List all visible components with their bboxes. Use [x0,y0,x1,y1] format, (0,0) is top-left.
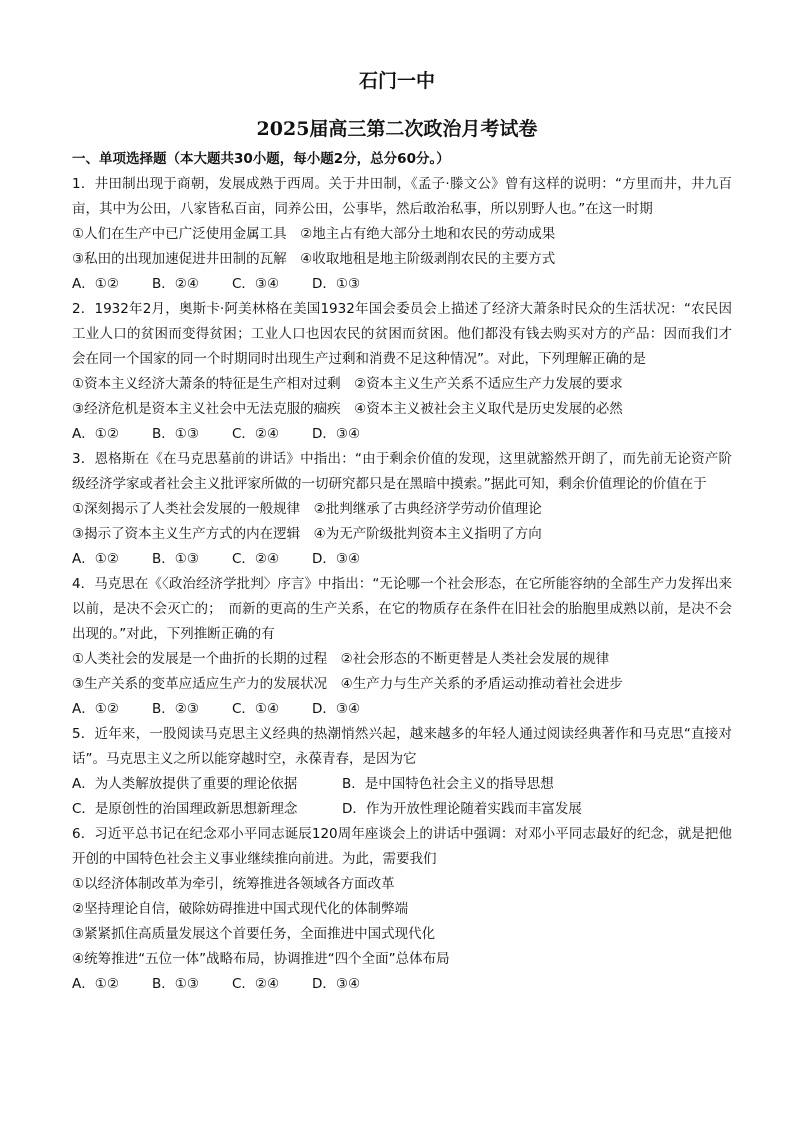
question-3 [72,447,732,572]
answer-options-row [72,797,732,822]
option-c[interactable]: C．①④ [232,701,280,717]
question-item: ①人类社会的发展是一个曲折的长期的过程 ②社会形态的不断更替是人类社会发展的规律 [72,651,610,667]
question-stem: 6．习近平总书记在纪念邓小平同志诞辰120周年座谈会上的讲话中强调：对邓小平同志最好的纪念，就是把他开创的中国特色社会主义事业继续推向前进。为此，需要我们 [72,826,732,867]
answer-options-row [72,772,732,797]
option-b[interactable]: B．①③ [152,976,199,992]
option-d[interactable]: D．③④ [312,976,361,992]
question-stem: 5．近年来，一股阅读马克思主义经典的热潮悄然兴起，越来越多的年轻人通过阅读经典著作和马克思“直接对话”。马克思主义之所以能穿越时空，永葆青春，是因为它 [72,726,732,767]
option-a[interactable]: A．①② [72,426,119,442]
option-a[interactable]: A．①② [72,976,119,992]
exam-title: 2025届高三第二次政治月考试卷 [256,118,538,140]
option-c[interactable]: C．②④ [232,426,280,442]
answer-options [72,697,732,722]
option-c[interactable]: C．③④ [232,276,280,292]
option-b[interactable]: B．①③ [152,426,199,442]
question-4 [72,572,732,722]
question-item: ①以经济体制改革为牵引，统筹推进各领域各方面改革 [72,876,395,892]
question-6 [72,822,732,997]
option-a[interactable]: A．①② [72,701,119,717]
option-b[interactable]: B．是中国特色社会主义的指导思想 [342,776,554,792]
question-stem: 2．1932年2月，奥斯卡·阿美林格在美国1932年国会委员会上描述了经济大萧条时民众的生活状况：“农民因工业人口的贫困而变得贫困；工业人口也因农民的贫困而贫困。他们都没有钱去购买对方的产品：因而我们才会在同一个国家的同一个时期同时出现生产过剩和消费不足这种情况”。对此，下列理解正确的是 [72,301,732,367]
option-b[interactable]: B．②③ [152,701,199,717]
question-item: ②坚持理论自信，破除妨碍推进中国式现代化的体制弊端 [72,901,409,917]
option-b[interactable]: B．①③ [152,551,199,567]
question-item: ①人们在生产中已广泛使用金属工具 ②地主占有绝大部分土地和农民的劳动成果 [72,226,556,242]
question-item: ③私田的出现加速促进井田制的瓦解 ④收取地租是地主阶级剥削农民的主要方式 [72,251,556,267]
question-2 [72,297,732,447]
option-d[interactable]: D．①③ [312,276,361,292]
option-d[interactable]: D．作为开放性理论随着实践而丰富发展 [342,801,582,817]
option-c[interactable]: C．②④ [232,976,280,992]
answer-options [72,547,732,572]
question-stem: 4．马克思在《〈政治经济学批判〉序言》中指出：“无论哪一个社会形态，在它所能容纳的全部生产力发挥出来以前，是决不会灭亡的； 而新的更高的生产关系，在它的物质存在条件在旧社会的胎胞里成熟以前，是决不会出现的。”对此，下列推断正确的有 [72,576,732,642]
answer-options [72,422,732,447]
question-item: ④统筹推进“五位一体”战略布局，协调推进“四个全面”总体布局 [72,951,450,967]
option-a[interactable]: A．①② [72,276,119,292]
question-stem: 1．井田制出现于商朝，发展成熟于西周。关于井田制，《孟子·滕文公》曾有这样的说明：“方里而井，井九百亩，其中为公田，八家皆私百亩，同养公田，公事毕，然后敢治私事，所以别野人也。”在这一时期 [72,176,732,217]
question-item: ③紧紧抓住高质量发展这个首要任务，全面推进中国式现代化 [72,926,436,942]
option-d[interactable]: D．③④ [312,426,361,442]
option-c[interactable]: C．是原创性的治国理政新思想新理念 [72,801,298,817]
option-c[interactable]: C．②④ [232,551,280,567]
question-item: ①深刻揭示了人类社会发展的一般规律 ②批判继承了古典经济学劳动价值理论 [72,501,542,517]
option-d[interactable]: D．③④ [312,701,361,717]
answer-options [72,972,732,997]
school-name: 石门一中 [358,70,435,92]
question-item: ①资本主义经济大萧条的特征是生产相对过剩 ②资本主义生产关系不适应生产力发展的要求 [72,376,623,392]
question-item: ③生产关系的变革应适应生产力的发展状况 ④生产力与生产关系的矛盾运动推动着社会进步 [72,676,623,692]
answer-options [72,272,732,297]
option-d[interactable]: D．③④ [312,551,361,567]
question-item: ③经济危机是资本主义社会中无法克服的痼疾 ④资本主义被社会主义取代是历史发展的必然 [72,401,623,417]
option-b[interactable]: B．②④ [152,276,199,292]
option-a[interactable]: A．①② [72,551,119,567]
question-5 [72,722,732,822]
exam-content [72,147,732,997]
option-a[interactable]: A．为人类解放提供了重要的理论依据 [72,776,298,792]
question-stem: 3．恩格斯在《在马克思墓前的讲话》中指出：“由于剩余价值的发现，这里就豁然开朗了，而先前无论资产阶级经济学家或者社会主义批评家所做的一切研究都只是在黑暗中摸索。”据此可知，剩余价值理论的价值在于 [72,451,732,492]
section-heading: 一、单项选择题（本大题共30小题，每小题2分，总分60分。） [72,151,450,167]
question-item: ③揭示了资本主义生产方式的内在逻辑 ④为无产阶级批判资本主义指明了方向 [72,526,542,542]
question-1 [72,172,732,297]
